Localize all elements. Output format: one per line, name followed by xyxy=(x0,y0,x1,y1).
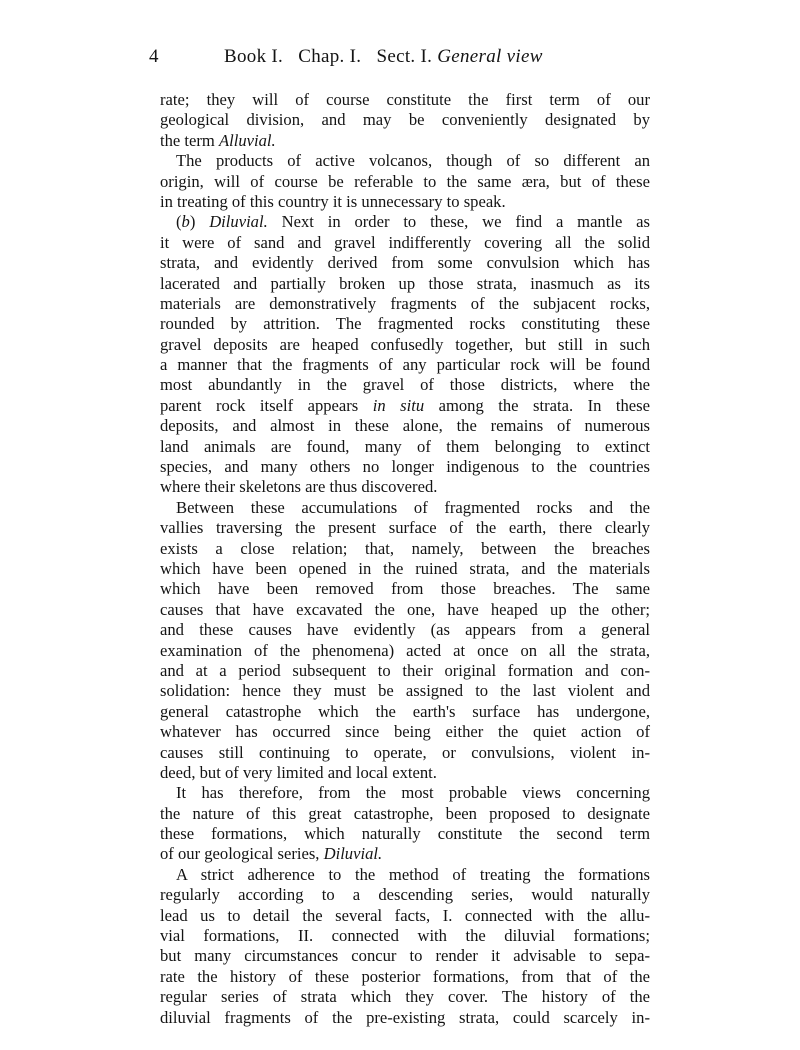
text-segment: deposits, and almost in these alone, the remains of numerous xyxy=(160,416,650,436)
text-segment: the nature of this great catastrophe, been proposed to designate xyxy=(160,803,650,823)
text-line xyxy=(160,233,650,253)
text-line xyxy=(160,151,650,171)
text-line xyxy=(160,457,650,477)
text-segment: it were of sand and gravel indifferently covering all the solid xyxy=(160,232,650,252)
text-line xyxy=(160,518,650,538)
text-segment: strata, and evidently derived from some convulsion which has xyxy=(160,253,650,273)
text-segment: whatever has occurred since being either the quiet action of xyxy=(160,722,650,742)
text-segment: in treating of this country it is unnecessary to speak. xyxy=(160,191,506,211)
text-segment: solidation: hence they must be assigned to the last violent and xyxy=(160,681,650,701)
italic-text: Diluvial. xyxy=(209,212,268,232)
text-segment: most abundantly in the gravel of those districts, where the xyxy=(160,375,650,395)
page-number: 4 xyxy=(149,46,159,67)
text-line xyxy=(160,579,650,599)
text-segment: vallies traversing the present surface of the earth, there clearly xyxy=(160,518,650,538)
text-line xyxy=(160,661,650,681)
text-line xyxy=(160,987,650,1007)
italic-text: Alluvial. xyxy=(218,130,276,150)
text-segment: exists a close relation; that, namely, between the breaches xyxy=(160,538,650,558)
text-line xyxy=(160,783,650,803)
running-title xyxy=(224,46,543,68)
text-segment: rate the history of these posterior formations, from that of the xyxy=(160,966,650,986)
text-line xyxy=(160,702,650,722)
text-segment: geological division, and may be conveniently designated by xyxy=(160,110,650,130)
text-line xyxy=(160,600,650,620)
text-line xyxy=(160,335,650,355)
text-segment: Next in order to these, we find a mantle as xyxy=(267,212,650,232)
text-line xyxy=(160,416,650,436)
text-line xyxy=(160,131,650,151)
text-line xyxy=(160,559,650,579)
text-line xyxy=(160,824,650,844)
text-line xyxy=(160,539,650,559)
text-line xyxy=(160,743,650,763)
text-line xyxy=(160,926,650,946)
text-segment: rate; they will of course constitute the first term of our xyxy=(160,90,650,109)
text-line xyxy=(160,314,650,334)
text-line xyxy=(160,763,650,783)
text-line xyxy=(160,172,650,192)
text-segment: deed, but of very limited and local extent. xyxy=(160,762,437,782)
text-segment: which have been opened in the ruined strata, and the materials xyxy=(160,558,650,578)
text-segment: land animals are found, many of them belonging to extinct xyxy=(160,436,650,456)
text-line xyxy=(160,620,650,640)
text-line xyxy=(160,110,650,130)
running-header xyxy=(149,46,649,74)
text-line xyxy=(160,946,650,966)
text-line xyxy=(160,498,650,518)
text-line xyxy=(160,722,650,742)
text-segment: A strict adherence to the method of treating the formations xyxy=(176,864,650,884)
text-line xyxy=(160,90,650,110)
text-segment: but many circumstances concur to render it advisable to sepa- xyxy=(160,946,650,966)
text-segment: lacerated and partially broken up those strata, inasmuch as its xyxy=(160,273,650,293)
text-segment: Between these accumulations of fragmented rocks and the xyxy=(176,497,650,517)
text-segment: vial formations, II. connected with the diluvial formations; xyxy=(160,926,650,946)
text-line xyxy=(160,253,650,273)
text-segment: species, and many others no longer indigenous to the countries xyxy=(160,457,650,477)
text-segment: causes that have excavated the one, have heaped up the other; xyxy=(160,599,650,619)
text-segment: among the strata. In these xyxy=(424,395,650,415)
italic-text: b xyxy=(181,212,190,232)
text-segment: rounded by attrition. The fragmented rocks constituting these xyxy=(160,314,650,334)
text-line xyxy=(160,1008,650,1028)
text-line xyxy=(160,192,650,212)
text-line xyxy=(160,865,650,885)
text-segment: a manner that the fragments of any particular rock will be found xyxy=(160,355,650,375)
text-segment: parent rock itself appears xyxy=(160,395,373,415)
text-segment: examination of the phenomena) acted at once on all the strata, xyxy=(160,640,650,660)
running-title-text: Book I. Chap. I. Sect. I. xyxy=(224,46,433,67)
text-segment: ) xyxy=(189,212,210,232)
text-line xyxy=(160,804,650,824)
text-segment: The products of active volcanos, though of so different an xyxy=(176,151,650,171)
text-line xyxy=(160,844,650,864)
italic-text: Diluvial. xyxy=(323,844,383,864)
text-segment: origin, will of course be referable to the same æra, but of these xyxy=(160,171,650,191)
text-line xyxy=(160,681,650,701)
text-line xyxy=(160,212,650,232)
text-segment: and these causes have evidently (as appears from a general xyxy=(160,620,650,640)
text-segment: these formations, which naturally constitute the second term xyxy=(160,824,650,844)
italic-text: in situ xyxy=(372,395,425,415)
text-segment: It has therefore, from the most probable views concerning xyxy=(176,783,650,803)
text-segment: causes still continuing to operate, or convulsions, violent in- xyxy=(160,742,650,762)
text-segment: regularly according to a descending series, would naturally xyxy=(160,885,650,905)
text-line xyxy=(160,355,650,375)
text-segment: general catastrophe which the earth's surface has undergone, xyxy=(160,701,650,721)
text-segment: ( xyxy=(176,212,182,232)
text-segment: regular series of strata which they cover. The history of the xyxy=(160,987,650,1007)
text-line xyxy=(160,967,650,987)
text-segment: diluvial fragments of the pre-existing strata, could scarcely in- xyxy=(160,1007,650,1027)
text-segment: lead us to detail the several facts, I. connected with the allu- xyxy=(160,905,650,925)
body-text xyxy=(160,90,650,1028)
text-line xyxy=(160,641,650,661)
text-segment: and at a period subsequent to their original formation and con- xyxy=(160,660,650,680)
text-line xyxy=(160,375,650,395)
text-segment: of our geological series, xyxy=(160,844,324,864)
text-line xyxy=(160,906,650,926)
text-segment: the term xyxy=(160,130,219,150)
text-line xyxy=(160,396,650,416)
text-segment: where their skeletons are thus discovered. xyxy=(160,477,438,497)
text-segment: gravel deposits are heaped confusedly together, but still in such xyxy=(160,334,650,354)
text-segment: materials are demonstratively fragments of the subjacent rocks, xyxy=(160,293,650,313)
text-line xyxy=(160,294,650,314)
running-title-italic: General view xyxy=(437,46,543,67)
text-line xyxy=(160,477,650,497)
text-line xyxy=(160,437,650,457)
text-line xyxy=(160,885,650,905)
text-segment: which have been removed from those breaches. The same xyxy=(160,579,650,599)
text-line xyxy=(160,274,650,294)
